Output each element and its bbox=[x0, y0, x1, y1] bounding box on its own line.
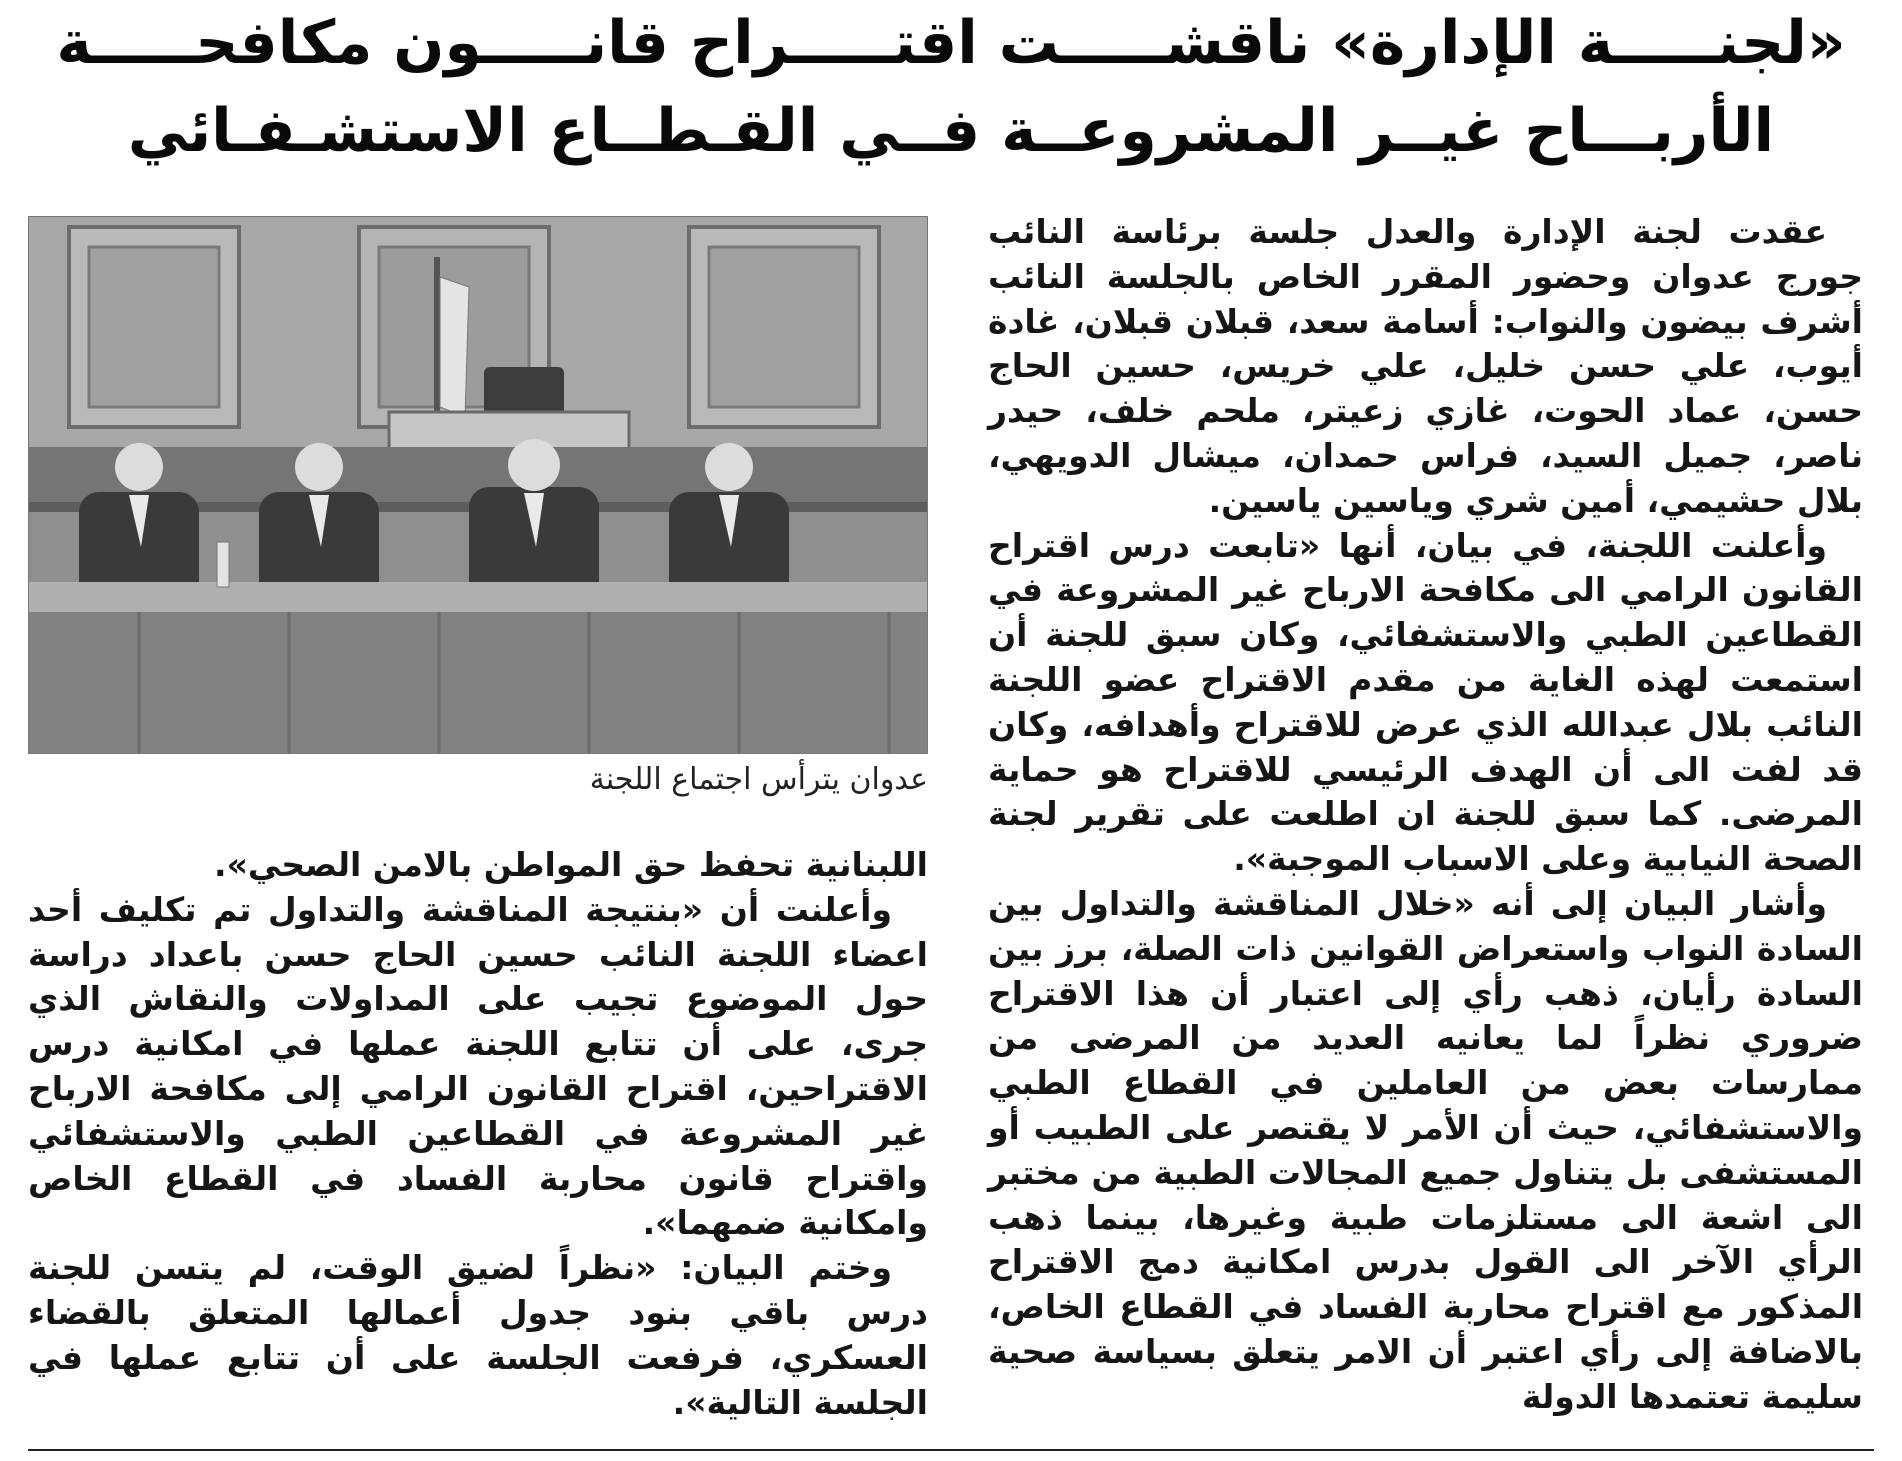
article-column-left bbox=[28, 843, 928, 1425]
paragraph: عقدت لجنة الإدارة والعدل جلسة برئاسة النائب جورج عدوان وحضور المقرر الخاص بالجلسة النائب أشرف بيضون والنواب: أسامة سعد، قبلان قبلان، غادة أيوب، علي حسن خليل، علي خريس، حسين الحاج حسن، عماد الحوت، غازي زعيتر، ملحم خلف، حيدر ناصر، جميل السيد، فراس حمدان، ميشال الدويهي، بلال حشيمي، أمين شري وياسين ياسين. bbox=[988, 212, 1863, 520]
paragraph: وأشار البيان إلى أنه «خلال المناقشة والتداول بين السادة النواب واستعراض القوانين ذات الصلة، برز بين السادة رأيان، ذهب رأي إلى اعتبار أن هذا الاقتراح ضروري نظراً لما يعانيه العديد من المرضى من ممارسات بعض من العاملين في القطاع الطبي والاستشفائي، حيث أن الأمر لا يقتصر على الطبيب أو المستشفى بل يتناول جميع المجالات الطبية من مختبر الى اشعة الى مستلزمات طبية وغيرها، بينما ذهب الرأي الآخر الى القول بدرس امكانية دمج الاقتراح المذكور مع اقتراح محاربة الفساد في القطاع الخاص، بالاضافة إلى رأي اعتبر أن الامر يتعلق بسياسة صحية سليمة تعتمدها الدولة bbox=[988, 883, 1863, 1416]
article-column-right bbox=[988, 210, 1863, 1420]
bottom-rule bbox=[28, 1449, 1874, 1451]
meeting-photo bbox=[28, 216, 928, 754]
headline-line-1: «لجنـــــة الإدارة» ناقشـــــت اقتـــــراح قانـــــون مكافحـــــة bbox=[56, 8, 1846, 78]
paragraph: وأعلنت أن «بنتيجة المناقشة والتداول تم تكليف أحد اعضاء اللجنة النائب حسين الحاج حسن باعداد دراسة حول الموضوع تجيب على المداولات والنقاش الذي جرى، على أن تتابع اللجنة عملها في امكانية درس الاقتراحين، اقتراح القانون الرامي إلى مكافحة الارباح غير المشروعة في القطاعين الطبي والاستشفائي واقتراح قانون محاربة الفساد في القطاع الخاص وامكانية ضمهما». bbox=[28, 889, 928, 1243]
paragraph: اللبنانية تحفظ حق المواطن بالامن الصحي». bbox=[214, 845, 928, 884]
paragraph: وأعلنت اللجنة، في بيان، أنها «تابعت درس اقتراح القانون الرامي الى مكافحة الارباح غير المشروعة في القطاعين الطبي والاستشفائي، وكان سبق للجنة أن استمعت لهذه الغاية من مقدم الاقتراح عضو اللجنة النائب بلال عبدالله الذي عرض للاقتراح وأهدافه، وكان قد لفت الى أن الهدف الرئيسي للاقتراح هو حماية المرضى. كما سبق للجنة ان اطلعت على تقرير لجنة الصحة النيابية وعلى الاسباب الموجبة». bbox=[988, 525, 1863, 879]
headline-line-2: الأربـــاح غيــر المشروعــة فــي القـطــاع الاستشـفـائي bbox=[127, 96, 1775, 166]
photo-caption: عدوان يترأس اجتماع اللجنة bbox=[589, 762, 928, 797]
paragraph: وختم البيان: «نظراً لضيق الوقت، لم يتسن للجنة درس باقي بنود جدول أعمالها المتعلق بالقضاء العسكري، فرفعت الجلسة على أن تتابع عملها في الجلسة التالية». bbox=[28, 1248, 928, 1422]
